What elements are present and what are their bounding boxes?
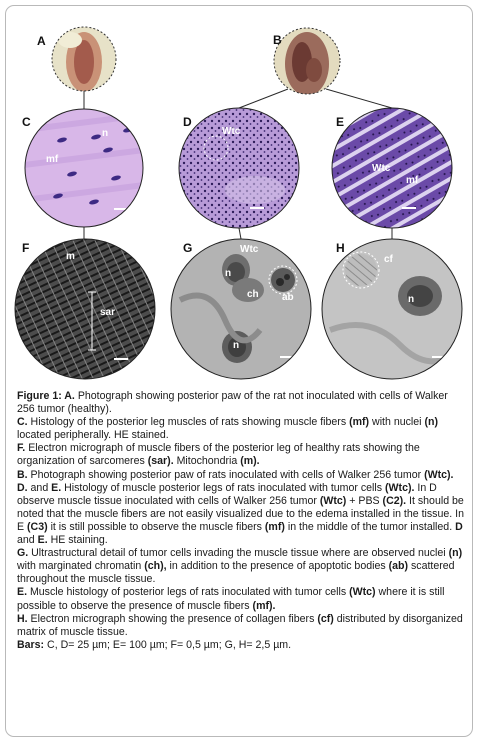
panel-c-label-mf: mf <box>46 154 59 165</box>
panel-h-label-n: n <box>408 294 415 305</box>
caption-para-d-e <box>17 482 467 547</box>
panel-g-label-wtc: Wtc <box>240 244 259 255</box>
caption-run: D. <box>17 481 28 494</box>
caption-para-b <box>17 469 467 482</box>
caption-run: E. <box>17 586 28 599</box>
caption-para-f <box>17 442 467 468</box>
caption-run: Histology of the posterior leg muscles of rats showing muscle fibers <box>27 416 350 429</box>
caption-run: C. <box>17 416 28 429</box>
caption-run: Figure 1: A. <box>17 390 75 402</box>
panel-letter-a: A <box>37 34 46 48</box>
panel-h-label-cf: cf <box>384 254 393 265</box>
panel-a-photo <box>50 25 120 95</box>
panel-b-photo <box>272 26 344 98</box>
caption-para-g <box>17 547 467 586</box>
figure-caption <box>17 390 467 652</box>
caption-run: (Wtc) <box>319 494 347 507</box>
caption-run: scattered throughout the muscle tissue. <box>17 560 455 586</box>
panel-letter-h: H <box>336 241 345 255</box>
caption-run: Bars: <box>17 638 45 651</box>
caption-run: (Wtc) <box>349 586 376 599</box>
caption-run: Muscle histology of posterior legs of rats inoculated with tumor cells <box>27 586 350 599</box>
caption-run: H. <box>17 612 28 625</box>
caption-run: E. <box>51 481 62 494</box>
caption-run: C, D= 25 µm; E= 100 µm; F= 0,5 µm; G, H= 2,5 µm. <box>44 638 292 651</box>
caption-para-a <box>17 390 467 416</box>
caption-run: (m). <box>240 455 260 468</box>
caption-run: Electron micrograph showing the presence of collagen fibers <box>27 612 318 625</box>
caption-run: HE staining. <box>47 534 108 547</box>
panel-g-label-ch: ch <box>247 289 259 300</box>
caption-run: B. <box>17 468 28 481</box>
caption-run: in addition to the presence of apoptotic bodies <box>166 560 389 573</box>
caption-run: (C3) <box>27 520 48 533</box>
caption-run: Ultrastructural detail of tumor cells invading the muscle tissue where are observed nuclei <box>28 547 449 560</box>
caption-para-e2 <box>17 586 467 612</box>
caption-run: (mf) <box>264 520 285 533</box>
panel-letter-f: F <box>22 241 30 255</box>
panel-e-label-wtc: Wtc <box>372 163 391 174</box>
panel-f-label-m: m <box>66 251 75 262</box>
panel-f-micrograph <box>15 239 155 379</box>
caption-run: (mf). <box>252 599 276 612</box>
caption-bars <box>17 639 467 652</box>
panel-g-micrograph <box>171 239 311 379</box>
caption-run: (ch), <box>144 560 167 573</box>
panel-g-label-ab: ab <box>282 292 294 303</box>
caption-run: F. <box>17 442 26 455</box>
caption-run: located peripherally. HE stained. <box>17 429 169 442</box>
caption-run: with nuclei <box>369 416 425 429</box>
panel-c-label-n: n <box>102 128 109 139</box>
panel-f-label-sar: sar <box>100 307 116 318</box>
caption-run: (n) <box>424 416 438 429</box>
caption-run: Mitochondria <box>173 455 241 468</box>
caption-run: and <box>17 534 38 547</box>
caption-run: in the middle of the tumor installed. <box>284 520 456 533</box>
caption-run: Photograph showing posterior paw of rats inoculated with cells of Walker 256 tumor <box>27 468 425 481</box>
caption-run: (cf) <box>317 612 334 625</box>
caption-run: and <box>27 481 52 494</box>
caption-run: D <box>455 520 463 533</box>
caption-run: distributed by disorganized matrix of muscle tissue. <box>17 612 463 638</box>
panel-letter-g: G <box>183 241 193 255</box>
caption-para-c <box>17 416 467 442</box>
caption-run: (n) <box>448 547 463 560</box>
caption-run: (C2). <box>382 494 407 507</box>
caption-run: Histology of muscle posterior legs of rats inoculated with tumor cells <box>61 481 386 494</box>
panel-letter-c: C <box>22 115 31 129</box>
panel-letter-b: B <box>273 33 282 47</box>
caption-run: Electron micrograph of muscle fibers of the posterior leg of healthy rats showing the organization of sarcomeres <box>17 442 420 468</box>
caption-run: with marginated chromatin <box>17 560 145 573</box>
caption-run: E. <box>37 534 48 547</box>
panel-letter-e: E <box>336 115 345 129</box>
caption-run: where it is still possible to observe the presence of muscle fibers <box>17 586 445 612</box>
caption-run: (mf) <box>349 416 370 429</box>
panel-d-label-wtc: Wtc <box>222 126 241 137</box>
caption-run: (Wtc). <box>424 468 454 481</box>
caption-run: (sar). <box>147 455 174 468</box>
panel-letter-d: D <box>183 115 192 129</box>
caption-run: In D observe muscle tissue inoculated with cells of Walker 256 tumor <box>17 481 437 507</box>
panel-g-label-n2: n <box>233 340 240 351</box>
panel-g-label-n1: n <box>225 268 232 279</box>
caption-run: (ab) <box>388 560 409 573</box>
caption-run: it is still possible to observe the muscle fibers <box>47 520 265 533</box>
caption-para-h <box>17 613 467 639</box>
caption-run: + PBS <box>346 494 383 507</box>
panel-e-label-mf: mf <box>406 175 419 186</box>
caption-run: (Wtc). <box>385 481 415 494</box>
caption-run: G. <box>17 547 29 560</box>
caption-run: Photograph showing posterior paw of the rat not inoculated with cells of Walker 256 tumor (healthy). <box>17 390 448 416</box>
caption-run: It should be noted that the muscle fibers are not easily visualized due to the edema installed in the tissue. In E <box>17 494 464 533</box>
